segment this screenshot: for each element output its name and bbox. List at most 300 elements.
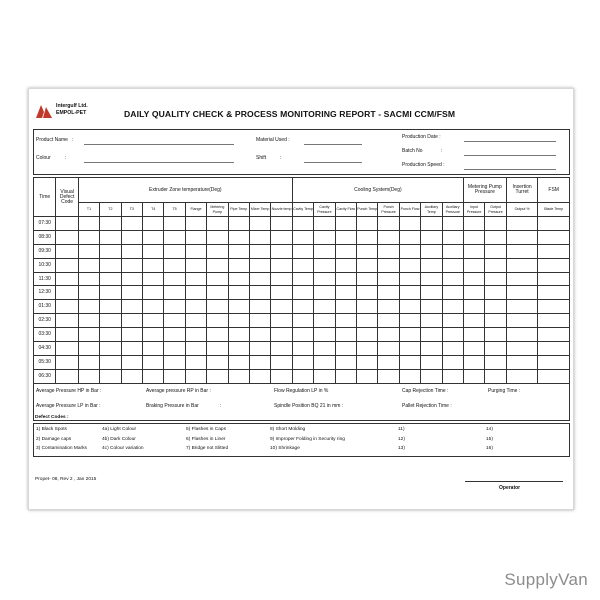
entry-cell[interactable] [78, 230, 99, 244]
entry-cell[interactable] [100, 355, 121, 369]
table-row [34, 217, 570, 231]
entry-cell[interactable] [378, 244, 399, 258]
entry-cell[interactable] [207, 328, 228, 342]
entry-cell[interactable] [463, 355, 484, 369]
entry-cell[interactable] [228, 342, 249, 356]
entry-cell[interactable] [506, 286, 538, 300]
entry-cell[interactable] [314, 369, 335, 383]
entry-cell[interactable] [142, 342, 163, 356]
entry-cell[interactable] [100, 217, 121, 231]
entry-cell[interactable] [335, 300, 356, 314]
entry-cell[interactable] [142, 314, 163, 328]
entry-cell[interactable] [314, 230, 335, 244]
entry-cell[interactable] [271, 342, 293, 356]
entry-cell[interactable] [335, 355, 356, 369]
company-logo-icon [35, 103, 53, 119]
entry-cell[interactable] [421, 217, 442, 231]
entry-cell[interactable] [292, 369, 313, 383]
entry-cell[interactable] [142, 369, 163, 383]
entry-cell[interactable] [399, 272, 420, 286]
entry-cell[interactable] [56, 328, 78, 342]
entry-cell[interactable] [207, 314, 228, 328]
production-date-label: Production Date : [402, 134, 441, 140]
entry-cell[interactable] [485, 300, 506, 314]
entry-cell[interactable] [357, 300, 378, 314]
entry-cell[interactable] [249, 230, 270, 244]
entry-cell[interactable] [442, 286, 463, 300]
entry-cell[interactable] [271, 258, 293, 272]
entry-cell[interactable] [56, 286, 78, 300]
report-sheet [28, 88, 574, 510]
entry-cell[interactable] [78, 258, 99, 272]
entry-cell[interactable] [185, 328, 206, 342]
entry-cell[interactable] [292, 342, 313, 356]
entry-cell[interactable] [538, 355, 570, 369]
entry-cell[interactable] [292, 258, 313, 272]
entry-cell[interactable] [335, 328, 356, 342]
entry-cell[interactable] [164, 342, 185, 356]
entry-cell[interactable] [207, 258, 228, 272]
entry-cell[interactable] [271, 230, 293, 244]
entry-cell[interactable] [463, 272, 484, 286]
entry-cell[interactable] [78, 244, 99, 258]
entry-cell[interactable] [121, 300, 142, 314]
entry-cell[interactable] [399, 258, 420, 272]
entry-cell[interactable] [121, 342, 142, 356]
entry-cell[interactable] [463, 217, 484, 231]
entry-cell[interactable] [538, 272, 570, 286]
production-speed-field[interactable] [464, 169, 556, 170]
entry-cell[interactable] [506, 328, 538, 342]
entry-cell[interactable] [538, 230, 570, 244]
entry-cell[interactable] [421, 355, 442, 369]
entry-cell[interactable] [271, 300, 293, 314]
entry-cell[interactable] [357, 342, 378, 356]
entry-cell[interactable] [78, 342, 99, 356]
entry-cell[interactable] [538, 286, 570, 300]
sub-header-cell: Metering Pump [207, 203, 228, 217]
defect-code-item: 14) [486, 427, 493, 432]
entry-cell[interactable] [56, 244, 78, 258]
entry-cell[interactable] [121, 286, 142, 300]
entry-cell[interactable] [164, 258, 185, 272]
entry-cell[interactable] [399, 244, 420, 258]
entry-cell[interactable] [185, 272, 206, 286]
entry-cell[interactable] [314, 286, 335, 300]
entry-cell[interactable] [292, 230, 313, 244]
entry-cell[interactable] [185, 244, 206, 258]
entry-cell[interactable] [185, 300, 206, 314]
entry-cell[interactable] [463, 258, 484, 272]
entry-cell[interactable] [378, 355, 399, 369]
entry-cell[interactable] [357, 244, 378, 258]
entry-cell[interactable] [506, 244, 538, 258]
production-date-field[interactable] [464, 141, 556, 142]
entry-cell[interactable] [100, 244, 121, 258]
entry-cell[interactable] [249, 217, 270, 231]
entry-cell[interactable] [142, 244, 163, 258]
entry-cell[interactable] [207, 300, 228, 314]
entry-cell[interactable] [292, 300, 313, 314]
entry-cell[interactable] [421, 342, 442, 356]
entry-cell[interactable] [485, 369, 506, 383]
entry-cell[interactable] [399, 369, 420, 383]
entry-cell[interactable] [100, 286, 121, 300]
entry-cell[interactable] [357, 258, 378, 272]
entry-cell[interactable] [78, 328, 99, 342]
entry-cell[interactable] [228, 369, 249, 383]
entry-cell[interactable] [442, 272, 463, 286]
time-header: Time [34, 178, 56, 217]
entry-cell[interactable] [142, 272, 163, 286]
entry-cell[interactable] [442, 369, 463, 383]
entry-cell[interactable] [271, 314, 293, 328]
entry-cell[interactable] [271, 286, 293, 300]
entry-cell[interactable] [249, 314, 270, 328]
entry-cell[interactable] [292, 314, 313, 328]
entry-cell[interactable] [249, 286, 270, 300]
entry-cell[interactable] [228, 230, 249, 244]
entry-cell[interactable] [164, 217, 185, 231]
entry-cell[interactable] [271, 272, 293, 286]
entry-cell[interactable] [421, 300, 442, 314]
entry-cell[interactable] [56, 272, 78, 286]
entry-cell[interactable] [485, 328, 506, 342]
entry-cell[interactable] [538, 342, 570, 356]
entry-cell[interactable] [228, 286, 249, 300]
entry-cell[interactable] [228, 300, 249, 314]
entry-cell[interactable] [164, 230, 185, 244]
entry-cell[interactable] [506, 314, 538, 328]
entry-cell[interactable] [314, 300, 335, 314]
entry-cell[interactable] [292, 272, 313, 286]
entry-cell[interactable] [378, 272, 399, 286]
entry-cell[interactable] [185, 314, 206, 328]
entry-cell[interactable] [463, 244, 484, 258]
entry-cell[interactable] [292, 286, 313, 300]
time-cell: 12:30 [34, 286, 56, 300]
entry-cell[interactable] [335, 244, 356, 258]
entry-cell[interactable] [121, 258, 142, 272]
entry-cell[interactable] [485, 314, 506, 328]
entry-cell[interactable] [357, 217, 378, 231]
entry-cell[interactable] [142, 258, 163, 272]
entry-cell[interactable] [378, 342, 399, 356]
batch-no-field[interactable] [464, 155, 556, 156]
entry-cell[interactable] [228, 355, 249, 369]
entry-cell[interactable] [142, 230, 163, 244]
entry-cell[interactable] [399, 328, 420, 342]
entry-cell[interactable] [207, 217, 228, 231]
entry-cell[interactable] [335, 286, 356, 300]
entry-cell[interactable] [335, 217, 356, 231]
entry-cell[interactable] [271, 244, 293, 258]
entry-cell[interactable] [506, 258, 538, 272]
entry-cell[interactable] [185, 286, 206, 300]
entry-cell[interactable] [506, 300, 538, 314]
entry-cell[interactable] [442, 258, 463, 272]
entry-cell[interactable] [538, 244, 570, 258]
entry-cell[interactable] [185, 217, 206, 231]
entry-cell[interactable] [56, 342, 78, 356]
entry-cell[interactable] [185, 369, 206, 383]
entry-cell[interactable] [56, 369, 78, 383]
entry-cell[interactable] [78, 314, 99, 328]
entry-cell[interactable] [378, 314, 399, 328]
entry-cell[interactable] [56, 300, 78, 314]
entry-cell[interactable] [442, 300, 463, 314]
entry-cell[interactable] [249, 355, 270, 369]
entry-cell[interactable] [314, 272, 335, 286]
entry-cell[interactable] [314, 328, 335, 342]
entry-cell[interactable] [121, 369, 142, 383]
entry-cell[interactable] [421, 244, 442, 258]
entry-cell[interactable] [399, 286, 420, 300]
entry-cell[interactable] [538, 369, 570, 383]
entry-cell[interactable] [357, 230, 378, 244]
entry-cell[interactable] [357, 328, 378, 342]
material-used-field[interactable] [304, 144, 362, 145]
entry-cell[interactable] [121, 314, 142, 328]
entry-cell[interactable] [207, 272, 228, 286]
entry-cell[interactable] [228, 272, 249, 286]
entry-cell[interactable] [399, 230, 420, 244]
entry-cell[interactable] [271, 369, 293, 383]
entry-cell[interactable] [100, 314, 121, 328]
entry-cell[interactable] [421, 286, 442, 300]
entry-cell[interactable] [78, 300, 99, 314]
entry-cell[interactable] [164, 244, 185, 258]
entry-cell[interactable] [485, 286, 506, 300]
entry-cell[interactable] [164, 314, 185, 328]
entry-cell[interactable] [357, 314, 378, 328]
entry-cell[interactable] [357, 369, 378, 383]
entry-cell[interactable] [442, 355, 463, 369]
entry-cell[interactable] [442, 230, 463, 244]
entry-cell[interactable] [249, 369, 270, 383]
entry-cell[interactable] [292, 244, 313, 258]
entry-cell[interactable] [485, 230, 506, 244]
entry-cell[interactable] [314, 342, 335, 356]
entry-cell[interactable] [335, 272, 356, 286]
entry-cell[interactable] [335, 314, 356, 328]
entry-cell[interactable] [399, 300, 420, 314]
entry-cell[interactable] [164, 369, 185, 383]
entry-cell[interactable] [506, 355, 538, 369]
entry-cell[interactable] [142, 328, 163, 342]
entry-cell[interactable] [442, 342, 463, 356]
entry-cell[interactable] [228, 258, 249, 272]
entry-cell[interactable] [485, 244, 506, 258]
entry-cell[interactable] [357, 272, 378, 286]
sub-header-cell: T5 [164, 203, 185, 217]
entry-cell[interactable] [485, 217, 506, 231]
entry-cell[interactable] [185, 342, 206, 356]
entry-cell[interactable] [378, 230, 399, 244]
entry-cell[interactable] [56, 258, 78, 272]
footer-measurements [33, 383, 570, 421]
entry-cell[interactable] [271, 355, 293, 369]
entry-cell[interactable] [249, 272, 270, 286]
entry-cell[interactable] [314, 258, 335, 272]
entry-cell[interactable] [378, 300, 399, 314]
entry-cell[interactable] [506, 230, 538, 244]
entry-cell[interactable] [399, 355, 420, 369]
entry-cell[interactable] [56, 230, 78, 244]
entry-cell[interactable] [249, 244, 270, 258]
operator-signature-line[interactable] [465, 481, 563, 482]
entry-cell[interactable] [421, 328, 442, 342]
entry-cell[interactable] [121, 272, 142, 286]
sub-header-cell: Cavity Temp [292, 203, 313, 217]
entry-cell[interactable] [421, 258, 442, 272]
entry-cell[interactable] [292, 217, 313, 231]
entry-cell[interactable] [142, 217, 163, 231]
entry-cell[interactable] [442, 244, 463, 258]
entry-cell[interactable] [228, 217, 249, 231]
entry-cell[interactable] [121, 355, 142, 369]
entry-cell[interactable] [142, 355, 163, 369]
entry-cell[interactable] [249, 258, 270, 272]
entry-cell[interactable] [207, 244, 228, 258]
entry-cell[interactable] [357, 286, 378, 300]
entry-cell[interactable] [164, 272, 185, 286]
entry-cell[interactable] [442, 314, 463, 328]
entry-cell[interactable] [56, 355, 78, 369]
entry-cell[interactable] [78, 286, 99, 300]
entry-cell[interactable] [463, 300, 484, 314]
entry-cell[interactable] [463, 369, 484, 383]
entry-cell[interactable] [207, 230, 228, 244]
entry-cell[interactable] [100, 369, 121, 383]
entry-cell[interactable] [100, 342, 121, 356]
entry-cell[interactable] [335, 258, 356, 272]
entry-cell[interactable] [249, 342, 270, 356]
entry-cell[interactable] [314, 244, 335, 258]
entry-cell[interactable] [78, 272, 99, 286]
entry-cell[interactable] [228, 328, 249, 342]
entry-cell[interactable] [463, 314, 484, 328]
entry-cell[interactable] [357, 355, 378, 369]
sub-header-cell: Cavity Flow [335, 203, 356, 217]
entry-cell[interactable] [121, 244, 142, 258]
entry-cell[interactable] [335, 369, 356, 383]
entry-cell[interactable] [506, 217, 538, 231]
entry-cell[interactable] [506, 342, 538, 356]
entry-cell[interactable] [164, 328, 185, 342]
entry-cell[interactable] [506, 369, 538, 383]
entry-cell[interactable] [463, 286, 484, 300]
entry-cell[interactable] [142, 300, 163, 314]
entry-cell[interactable] [100, 300, 121, 314]
entry-cell[interactable] [421, 230, 442, 244]
entry-cell[interactable] [207, 286, 228, 300]
entry-cell[interactable] [292, 328, 313, 342]
entry-cell[interactable] [485, 355, 506, 369]
entry-cell[interactable] [271, 328, 293, 342]
entry-cell[interactable] [207, 342, 228, 356]
entry-cell[interactable] [378, 369, 399, 383]
company-block [56, 103, 88, 117]
entry-cell[interactable] [207, 355, 228, 369]
entry-cell[interactable] [378, 286, 399, 300]
product-name-field[interactable] [84, 144, 234, 145]
entry-cell[interactable] [249, 328, 270, 342]
entry-cell[interactable] [485, 342, 506, 356]
entry-cell[interactable] [100, 272, 121, 286]
entry-cell[interactable] [78, 217, 99, 231]
entry-cell[interactable] [335, 230, 356, 244]
entry-cell[interactable] [78, 369, 99, 383]
entry-cell[interactable] [421, 314, 442, 328]
entry-cell[interactable] [538, 300, 570, 314]
entry-cell[interactable] [121, 328, 142, 342]
entry-cell[interactable] [421, 272, 442, 286]
entry-cell[interactable] [142, 286, 163, 300]
table-row [34, 314, 570, 328]
entry-cell[interactable] [314, 355, 335, 369]
entry-cell[interactable] [207, 369, 228, 383]
colour-field[interactable] [84, 162, 234, 163]
entry-cell[interactable] [335, 342, 356, 356]
entry-cell[interactable] [442, 217, 463, 231]
entry-cell[interactable] [399, 314, 420, 328]
entry-cell[interactable] [78, 355, 99, 369]
sub-header-cell: Flange [185, 203, 206, 217]
entry-cell[interactable] [538, 217, 570, 231]
entry-cell[interactable] [378, 328, 399, 342]
entry-cell[interactable] [538, 328, 570, 342]
entry-cell[interactable] [228, 314, 249, 328]
entry-cell[interactable] [538, 258, 570, 272]
entry-cell[interactable] [164, 355, 185, 369]
entry-cell[interactable] [463, 230, 484, 244]
defect-code-item: 11) [398, 427, 405, 432]
entry-cell[interactable] [378, 258, 399, 272]
entry-cell[interactable] [121, 230, 142, 244]
entry-cell[interactable] [164, 286, 185, 300]
entry-cell[interactable] [538, 314, 570, 328]
entry-cell[interactable] [185, 230, 206, 244]
entry-cell[interactable] [506, 272, 538, 286]
entry-cell[interactable] [292, 355, 313, 369]
entry-cell[interactable] [314, 314, 335, 328]
entry-cell[interactable] [56, 314, 78, 328]
entry-cell[interactable] [249, 300, 270, 314]
entry-cell[interactable] [164, 300, 185, 314]
entry-cell[interactable] [121, 217, 142, 231]
entry-cell[interactable] [463, 328, 484, 342]
entry-cell[interactable] [56, 217, 78, 231]
shift-field[interactable] [304, 162, 362, 163]
entry-cell[interactable] [421, 369, 442, 383]
entry-cell[interactable] [485, 258, 506, 272]
entry-cell[interactable] [378, 217, 399, 231]
entry-cell[interactable] [399, 342, 420, 356]
entry-cell[interactable] [100, 258, 121, 272]
entry-cell[interactable] [100, 328, 121, 342]
entry-cell[interactable] [185, 258, 206, 272]
entry-cell[interactable] [100, 230, 121, 244]
entry-cell[interactable] [185, 355, 206, 369]
entry-cell[interactable] [485, 272, 506, 286]
entry-cell[interactable] [442, 328, 463, 342]
entry-cell[interactable] [271, 217, 293, 231]
entry-cell[interactable] [228, 244, 249, 258]
entry-cell[interactable] [399, 217, 420, 231]
entry-cell[interactable] [463, 342, 484, 356]
entry-cell[interactable] [314, 217, 335, 231]
